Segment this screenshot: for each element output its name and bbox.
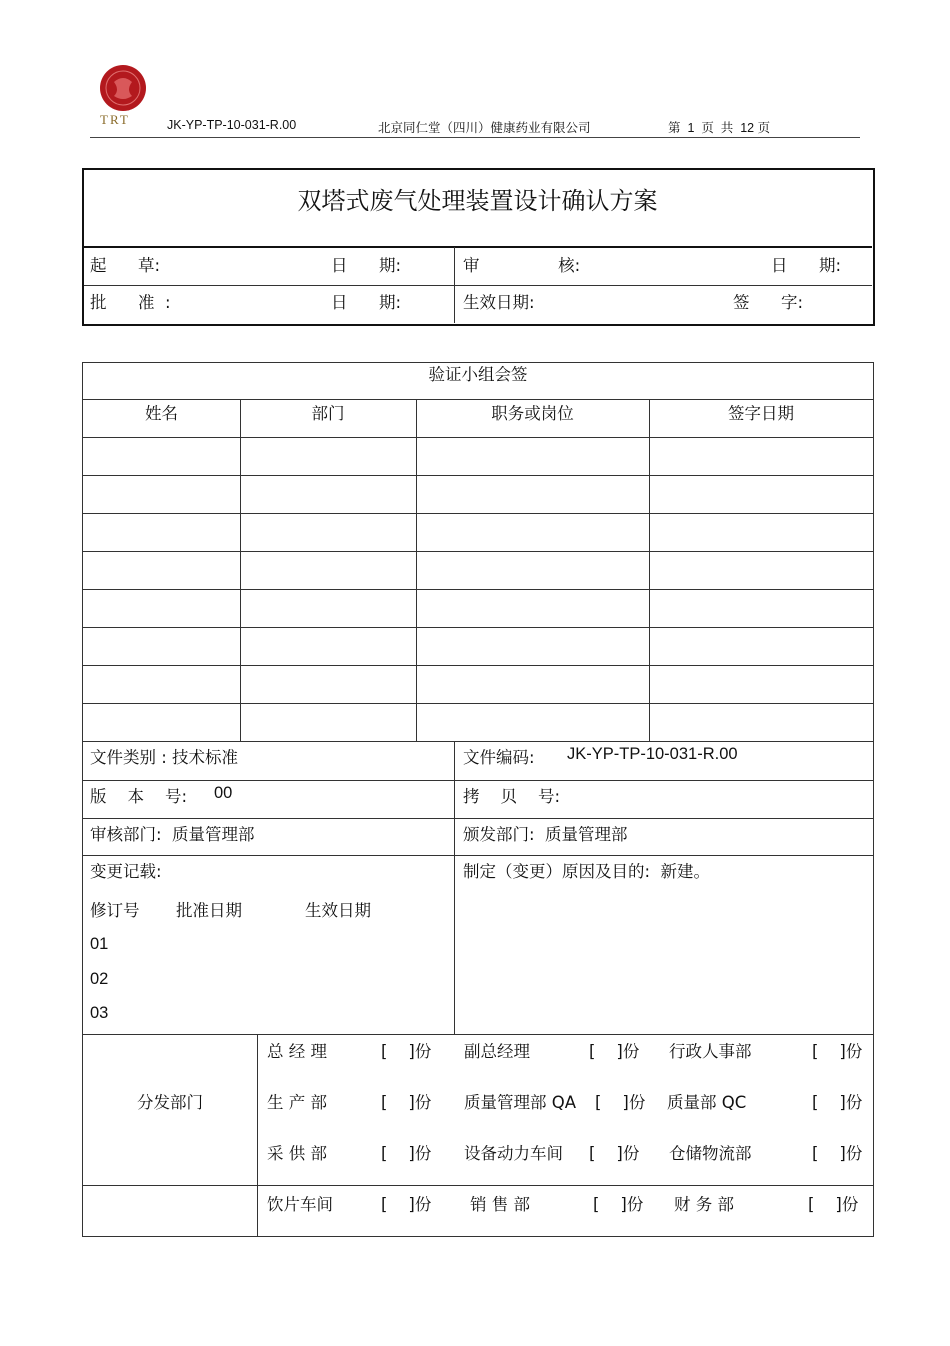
cover-row-divider bbox=[84, 285, 872, 286]
row-line bbox=[83, 513, 873, 514]
review-dept: 审核部门: 质量管理部 bbox=[90, 825, 255, 844]
date-label: 日 期: bbox=[331, 256, 402, 275]
col-line bbox=[257, 1034, 258, 1236]
dist-copy-mark: [ ]份 bbox=[812, 1144, 863, 1163]
cover-row-divider bbox=[84, 246, 872, 248]
distribution-label: 分发部门 bbox=[137, 1093, 203, 1112]
header-company: 北京同仁堂（四川）健康药业有限公司 bbox=[378, 121, 591, 135]
dist-dept: 仓储物流部 bbox=[669, 1144, 752, 1163]
version-label: 版 本 号: bbox=[90, 787, 188, 806]
date-label: 日 期: bbox=[331, 293, 402, 312]
dist-copy-mark: [ ]份 bbox=[381, 1093, 432, 1112]
rev-no-header: 修订号 bbox=[90, 901, 140, 920]
dist-copy-mark: [ ]份 bbox=[381, 1144, 432, 1163]
review-label: 审 核: bbox=[463, 256, 581, 275]
dist-copy-mark: [ ]份 bbox=[812, 1042, 863, 1061]
col-line bbox=[416, 399, 417, 741]
sign-table-title: 验证小组会签 bbox=[428, 365, 528, 384]
dist-copy-mark: [ ]份 bbox=[595, 1093, 646, 1112]
header-doc-code: JK-YP-TP-10-031-R.00 bbox=[167, 118, 297, 132]
col-line bbox=[454, 741, 455, 1034]
row-line bbox=[83, 780, 873, 781]
rev-row: 02 bbox=[90, 970, 109, 988]
dist-dept: 采 供 部 bbox=[267, 1144, 327, 1163]
row-line bbox=[83, 818, 873, 819]
dist-copy-mark: [ ]份 bbox=[812, 1093, 863, 1112]
row-line bbox=[83, 855, 873, 856]
dist-dept: 行政人事部 bbox=[669, 1042, 752, 1061]
file-type: 文件类别 : 技术标准 bbox=[90, 748, 239, 767]
dist-copy-mark: [ ]份 bbox=[589, 1144, 640, 1163]
col-header-dept: 部门 bbox=[311, 404, 345, 423]
dist-dept: 销 售 部 bbox=[470, 1195, 530, 1214]
dist-dept: 副总经理 bbox=[464, 1042, 530, 1061]
header-page-label: 第 1 页 共 12 页 bbox=[668, 121, 771, 135]
dist-dept: 饮片车间 bbox=[267, 1195, 333, 1214]
approve-label: 批 准 : bbox=[90, 293, 171, 312]
date-label: 日 期: bbox=[771, 256, 842, 275]
header-divider bbox=[90, 137, 860, 138]
dist-dept: 质量部 QC bbox=[667, 1093, 747, 1112]
dist-copy-mark: [ ]份 bbox=[593, 1195, 644, 1214]
change-reason: 制定（变更）原因及目的: 新建。 bbox=[463, 862, 711, 881]
dist-dept: 生 产 部 bbox=[267, 1093, 327, 1112]
col-header-name: 姓名 bbox=[145, 404, 178, 423]
dist-dept: 质量管理部 QA bbox=[464, 1093, 577, 1112]
row-line bbox=[83, 589, 873, 590]
row-line bbox=[83, 665, 873, 666]
rev-row: 01 bbox=[90, 935, 109, 953]
rev-row: 03 bbox=[90, 1004, 109, 1022]
approve-date-header: 批准日期 bbox=[176, 901, 242, 920]
trt-logo-seal bbox=[96, 64, 154, 116]
issue-dept: 颁发部门: 质量管理部 bbox=[463, 825, 628, 844]
col-header-sign-date: 签字日期 bbox=[728, 404, 794, 423]
dist-copy-mark: [ ]份 bbox=[808, 1195, 859, 1214]
dist-dept: 财 务 部 bbox=[674, 1195, 734, 1214]
row-line bbox=[83, 703, 873, 704]
row-line bbox=[83, 741, 873, 742]
row-line bbox=[83, 551, 873, 552]
change-record-label: 变更记载: bbox=[90, 862, 162, 881]
effective-date-header: 生效日期 bbox=[305, 901, 371, 920]
copy-label: 拷 贝 号: bbox=[463, 787, 561, 806]
row-line bbox=[83, 627, 873, 628]
col-line bbox=[240, 399, 241, 741]
file-code-value: JK-YP-TP-10-031-R.00 bbox=[567, 745, 738, 763]
dist-dept: 设备动力车间 bbox=[464, 1144, 563, 1163]
dist-copy-mark: [ ]份 bbox=[381, 1042, 432, 1061]
dist-copy-mark: [ ]份 bbox=[589, 1042, 640, 1061]
document-title: 双塔式废气处理装置设计确认方案 bbox=[297, 187, 658, 215]
cover-col-divider bbox=[454, 247, 455, 323]
sign-label: 签 字: bbox=[733, 293, 804, 312]
row-line bbox=[83, 475, 873, 476]
logo-text: TRT bbox=[100, 112, 130, 127]
effective-date-label: 生效日期: bbox=[463, 293, 535, 312]
dist-copy-mark: [ ]份 bbox=[381, 1195, 432, 1214]
draft-label: 起 草: bbox=[90, 256, 161, 275]
col-header-position: 职务或岗位 bbox=[491, 404, 574, 423]
row-line bbox=[83, 1034, 873, 1035]
row-line bbox=[83, 1185, 873, 1186]
file-code-label: 文件编码: bbox=[463, 748, 535, 767]
row-line bbox=[83, 437, 873, 438]
version-value: 00 bbox=[214, 784, 233, 802]
col-line bbox=[649, 399, 650, 741]
dist-dept: 总 经 理 bbox=[267, 1042, 327, 1061]
